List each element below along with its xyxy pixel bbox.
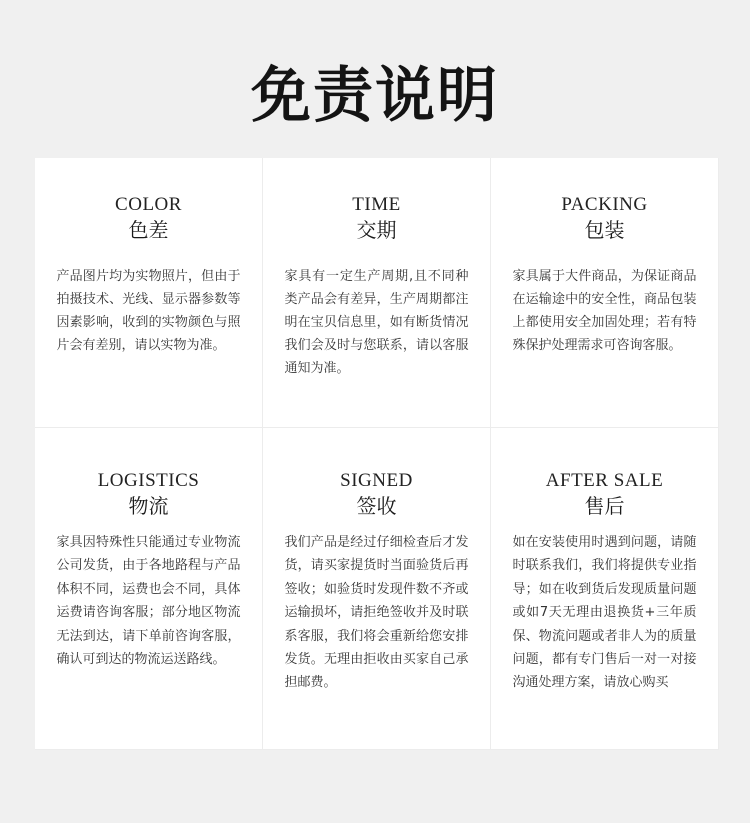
- card-heading-en: PACKING: [561, 194, 648, 215]
- card-color: [35, 158, 263, 428]
- card-time: [263, 158, 491, 428]
- card-after-sale: [491, 428, 719, 750]
- card-heading-zh: 包装: [584, 218, 625, 242]
- card-body: 我们产品是经过仔细检查后才发货，请买家提货时当面验货后再签收；如验货时发现件数不齐或运输损坏，请拒绝签收并及时联系客服，我们将会重新给您安排发货。无理由拒收由买家自己承担邮费。: [284, 535, 469, 691]
- card-body: 家具属于大件商品，为保证商品在运输途中的安全性，商品包装上都使用安全加固处理；若有特殊保护处理需求可咨询客服。: [512, 269, 697, 353]
- card-heading-en: LOGISTICS: [97, 470, 200, 491]
- card-heading-en: COLOR: [115, 194, 182, 215]
- card-heading-zh: 签收: [356, 494, 397, 518]
- card-heading-zh: 物流: [128, 494, 169, 518]
- card-body: 产品图片均为实物照片，但由于拍摄技术、光线、显示器参数等因素影响，收到的实物颜色与照片会有差别，请以实物为准。: [56, 269, 241, 353]
- card-body: 家具因特殊性只能通过专业物流公司发货，由于各地路程与产品体积不同，运费也会不同，具体运费请咨询客服；部分地区物流无法到达，请下单前咨询客服，确认可到达的物流运送路线。: [56, 535, 241, 668]
- card-heading-en: AFTER SALE: [545, 470, 664, 491]
- card-heading-en: SIGNED: [340, 470, 413, 491]
- disclaimer-grid: [35, 158, 719, 750]
- page-title: 免责说明: [251, 61, 499, 131]
- card-heading-zh: 交期: [356, 218, 397, 242]
- card-packing: [491, 158, 719, 428]
- card-signed: [263, 428, 491, 750]
- card-body: 如在安装使用时遇到问题，请随时联系我们，我们将提供专业指导；如在收到货后发现质量问题或如7天无理由退换货+三年质保、物流问题或者非人为的质量问题，都有专门售后一对一对接沟通处理方案，请放心购买: [512, 535, 697, 691]
- card-heading-en: TIME: [352, 194, 401, 215]
- card-logistics: [35, 428, 263, 750]
- card-heading-zh: 色差: [128, 218, 169, 242]
- card-body: 家具有一定生产周期,且不同种类产品会有差异，生产周期都注明在宝贝信息里，如有断货情况我们会及时与您联系，请以客服通知为准。: [284, 269, 469, 376]
- card-heading-zh: 售后: [584, 494, 625, 518]
